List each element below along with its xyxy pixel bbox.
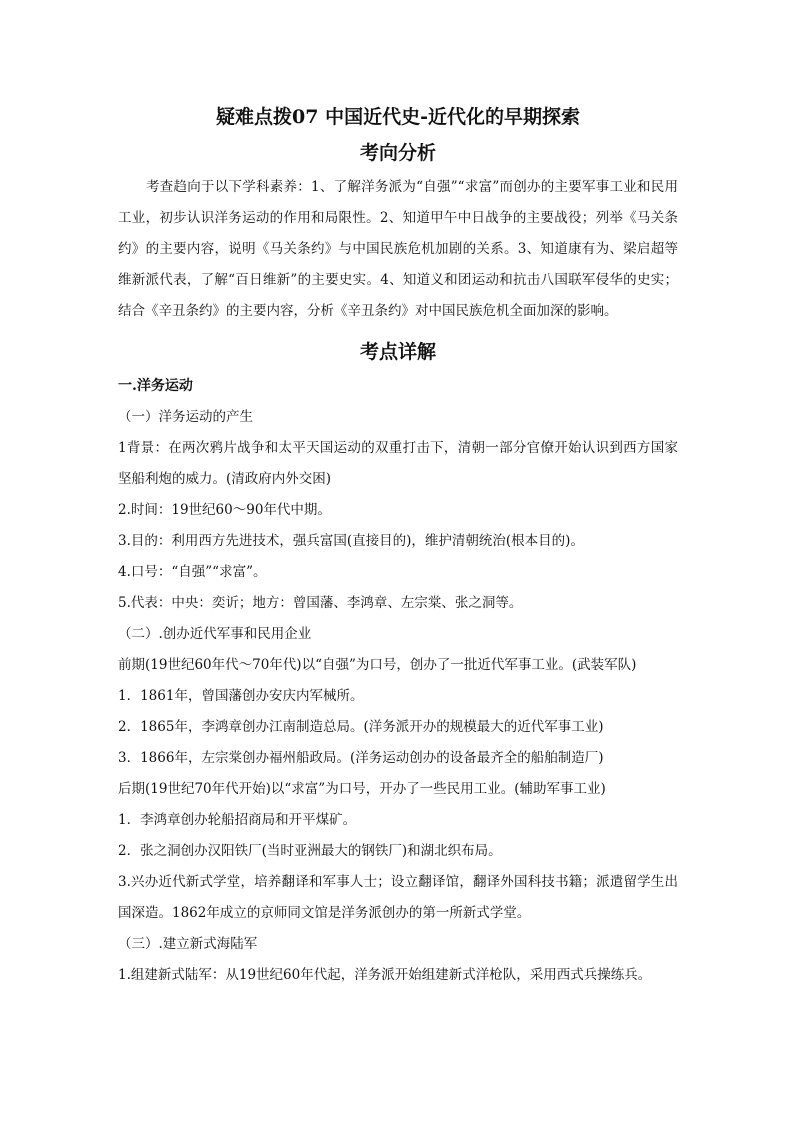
details-section-title: 考点详解 <box>359 341 436 363</box>
list-item-hanyang-ironworks: 2．张之洞创办汉阳铁厂(当时亚洲最大的钢铁厂)和湖北织布局。 <box>118 843 502 859</box>
document-content <box>118 100 678 991</box>
list-item-representatives: 5.代表：中央：奕䜣；地方：曾国藩、李鸿章、左宗棠、张之洞等。 <box>118 595 523 611</box>
list-item-anqing-arsenal: 1．1861年，曾国藩创办安庆内军械所。 <box>118 688 364 704</box>
list-item-slogan: 4.口号：“自强”“求富”。 <box>118 564 267 580</box>
late-period-text: 后期(19世纪70年代开始)以“求富”为口号，开办了一些民用工业。(辅助军事工业) <box>118 781 606 797</box>
list-item-new-army: 1.组建新式陆军：从19世纪60年代起，洋务派开始组建新式洋枪队，采用西式兵操练兵。 <box>118 967 652 983</box>
list-item-background: 1背景：在两次鸦片战争和太平天国运动的双重打击下，清朝一部分官僚开始认识到西方国家坚船利炮的威力。(清政府内外交困) <box>118 440 678 487</box>
list-item-fuzhou-shipyard: 3．1866年，左宗棠创办福州船政局。(洋务运动创办的设备最齐全的船舶制造厂) <box>118 750 604 766</box>
analysis-paragraph: 考查趋向于以下学科素养：1、了解洋务派为“自强”“求富”而创办的主要军事工业和民用工业，初步认识洋务运动的作用和局限性。2、知道甲午中日战争的主要战役；列举《马关条约》的主要内容，说明《马关条约》与中国民族危机加剧的关系。3、知道康有为、梁启超等维新派代表，了解“百日维新”的主要史实。4、知道义和团运动和抗击八国联军侵华的史实；结合《辛丑条约》的主要内容，分析《辛丑条约》对中国民族危机全面加深的影响。 <box>118 179 678 319</box>
list-item-new-schools: 3.兴办近代新式学堂，培养翻译和军事人士；设立翻译馆，翻译外国科技书籍；派遣留学生出国深造。1862年成立的京师同文馆是洋务派创办的第一所新式学堂。 <box>118 874 678 921</box>
list-item-merchants-steam: 1．李鸿章创办轮船招商局和开平煤矿。 <box>118 812 357 828</box>
subheading-new-army-navy: （三）.建立新式海陆军 <box>118 936 258 952</box>
heading-westernization-movement: 一.洋务运动 <box>118 378 193 394</box>
early-period-text: 前期(19世纪60年代～70年代)以“自强”为口号，创办了一批近代军事工业。(武装军队) <box>118 657 637 673</box>
list-item-time: 2.时间：19世纪60～90年代中期。 <box>118 502 331 518</box>
document-title: 疑难点拨07 中国近代史-近代化的早期探索 <box>216 106 580 128</box>
subheading-origin: （一）洋务运动的产生 <box>118 409 253 425</box>
list-item-jiangnan-arsenal: 2．1865年，李鸿章创办江南制造总局。(洋务派开办的规模最大的近代军事工业) <box>118 719 604 735</box>
list-item-purpose: 3.目的：利用西方先进技术，强兵富国(直接目的)，维护清朝统治(根本目的)。 <box>118 533 584 549</box>
subheading-enterprises: （二）.创办近代军事和民用企业 <box>118 626 312 642</box>
analysis-section-title: 考向分析 <box>359 142 436 164</box>
